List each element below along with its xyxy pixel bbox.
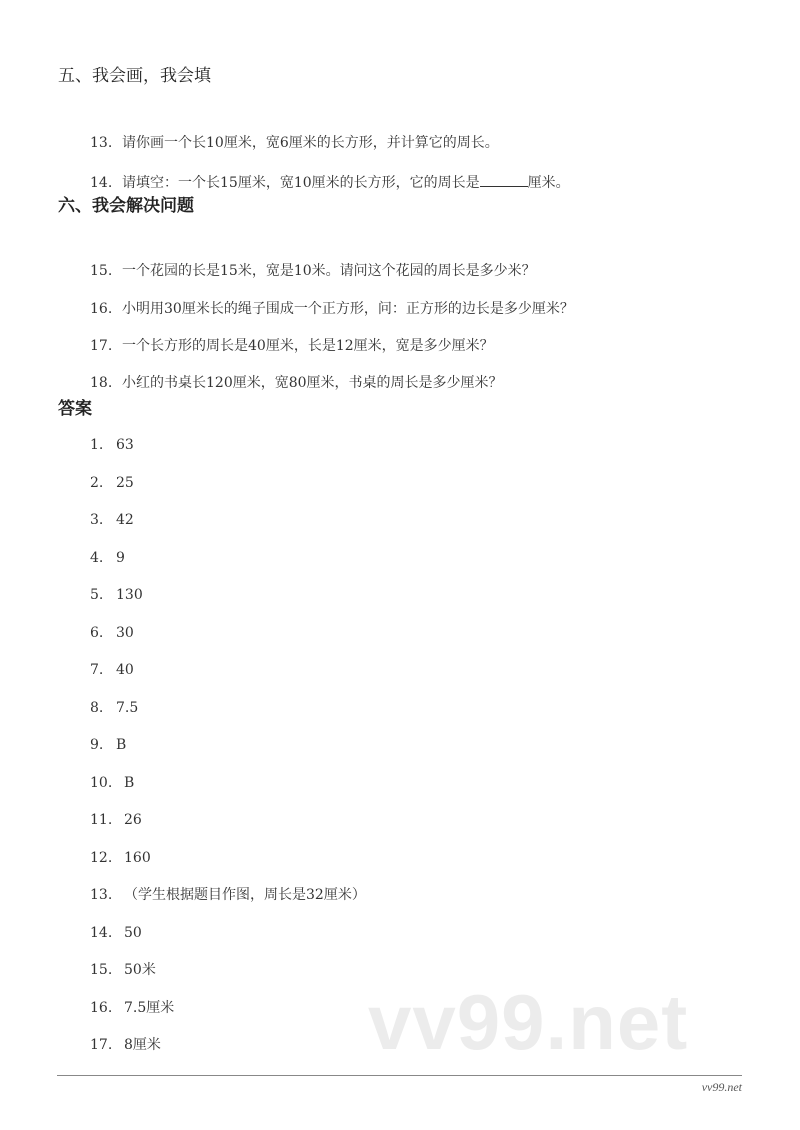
- answer-number: 14.: [90, 924, 113, 941]
- answer-text: 63: [116, 437, 134, 453]
- answer-text: B: [116, 737, 127, 753]
- answer-number: 7.: [90, 662, 104, 678]
- answer-text: 50: [124, 924, 142, 941]
- answer-item: [90, 1036, 161, 1054]
- question-text: 请填空：一个长15厘米，宽10厘米的长方形，它的周长是: [122, 175, 480, 191]
- question-16: [90, 300, 574, 318]
- answer-item: [90, 961, 156, 979]
- answer-number: 13.: [90, 887, 113, 903]
- answer-number: 12.: [90, 849, 113, 866]
- question-text: 小红的书桌长120厘米，宽80厘米，书桌的周长是多少厘米？: [122, 375, 503, 391]
- answer-item: [90, 511, 134, 529]
- answer-item: [90, 474, 134, 492]
- answer-text: 25: [116, 474, 134, 491]
- answer-number: 17.: [90, 1037, 113, 1053]
- answer-item: [90, 586, 143, 604]
- answer-item: [90, 774, 134, 792]
- question-text: 一个花园的长是15米，宽是10米。请问这个花园的周长是多少米？: [122, 263, 536, 279]
- question-number: 18.: [90, 375, 113, 391]
- answer-text: （学生根据题目作图，周长是32厘米）: [124, 887, 366, 903]
- watermark: vv99.net: [368, 978, 689, 1066]
- answer-text: 8厘米: [124, 1037, 161, 1053]
- footer-divider: [57, 1075, 742, 1076]
- answer-text: 7.5厘米: [124, 999, 175, 1016]
- answers-heading: 答案: [58, 399, 92, 419]
- answer-number: 2.: [90, 474, 104, 491]
- answer-text: 30: [116, 624, 134, 641]
- answer-item: [90, 924, 142, 942]
- section-5-heading: 五、我会画，我会填: [58, 66, 211, 86]
- answer-number: 10.: [90, 774, 113, 791]
- question-number: 17.: [90, 338, 113, 354]
- answer-number: 16.: [90, 999, 113, 1016]
- answer-item: [90, 436, 134, 454]
- question-18: [90, 374, 503, 392]
- answer-number: 1.: [90, 437, 104, 453]
- answer-text: B: [124, 774, 135, 791]
- answer-text: 9: [116, 549, 125, 566]
- question-13: [90, 134, 499, 152]
- answer-number: 6.: [90, 624, 104, 641]
- answer-item: [90, 736, 126, 754]
- answer-item: [90, 624, 134, 642]
- answer-item: [90, 999, 174, 1017]
- answer-number: 4.: [90, 549, 104, 566]
- answer-item: [90, 549, 125, 567]
- question-text: 小明用30厘米长的绳子围成一个正方形，问：正方形的边长是多少厘米？: [122, 301, 574, 317]
- answer-item: [90, 661, 134, 679]
- question-text: 请你画一个长10厘米，宽6厘米的长方形，并计算它的周长。: [122, 135, 499, 151]
- answer-number: 15.: [90, 962, 113, 978]
- answer-item: [90, 699, 138, 717]
- question-text-end: 厘米。: [527, 175, 570, 191]
- section-6-heading: 六、我会解决问题: [58, 196, 194, 216]
- question-number: 15.: [90, 263, 113, 279]
- answer-text: 50米: [124, 962, 156, 978]
- question-text: 一个长方形的周长是40厘米，长是12厘米，宽是多少厘米？: [122, 338, 494, 354]
- answer-text: 7.5: [116, 699, 139, 716]
- answer-number: 11.: [90, 812, 113, 828]
- answer-number: 9.: [90, 737, 104, 753]
- answer-item: [90, 849, 151, 867]
- answer-text: 40: [116, 662, 134, 678]
- answer-number: 8.: [90, 699, 104, 716]
- answer-text: 130: [116, 587, 143, 603]
- fill-blank[interactable]: [480, 172, 528, 187]
- question-14: [90, 172, 570, 192]
- answer-item: [90, 811, 142, 829]
- footer-site: vv99.net: [701, 1080, 742, 1094]
- question-number: 14.: [90, 175, 113, 191]
- answer-number: 3.: [90, 512, 104, 528]
- answer-number: 5.: [90, 587, 104, 603]
- answer-text: 26: [124, 812, 142, 828]
- answer-text: 160: [124, 849, 151, 866]
- question-number: 16.: [90, 301, 113, 317]
- answer-item: [90, 886, 366, 904]
- question-number: 13.: [90, 135, 113, 151]
- question-15: [90, 262, 536, 280]
- answer-text: 42: [116, 512, 134, 528]
- question-17: [90, 337, 494, 355]
